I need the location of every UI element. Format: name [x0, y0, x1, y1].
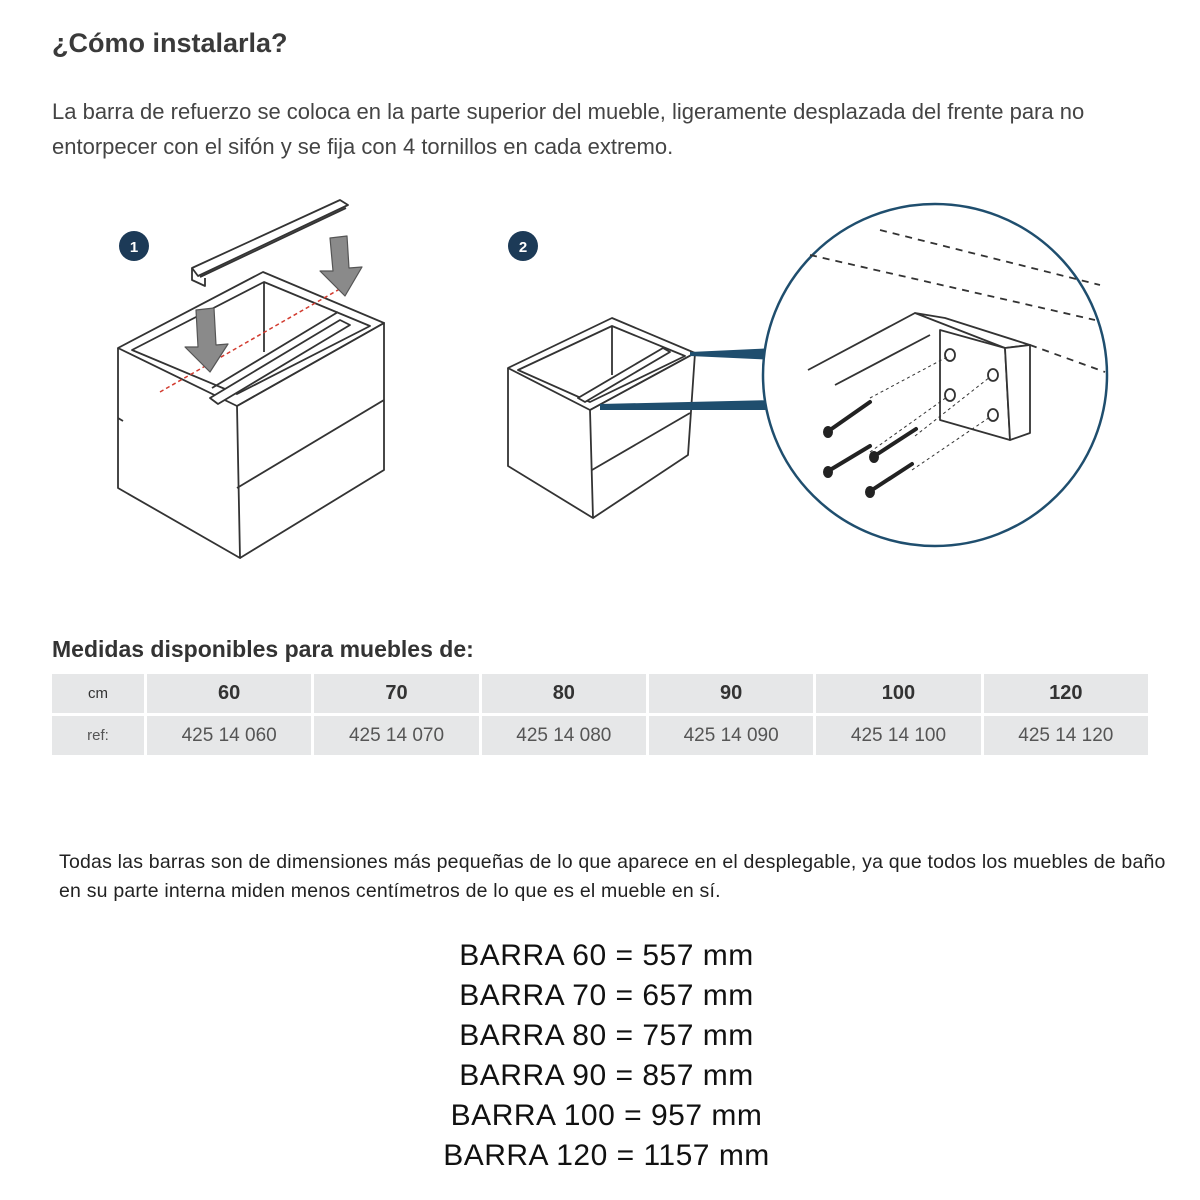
sizes-subtitle: Medidas disponibles para muebles de: — [52, 636, 474, 662]
cabinet-step2 — [508, 318, 695, 518]
table-row-ref — [52, 716, 1148, 755]
table-cell-cm: 100 — [816, 674, 980, 713]
table-cell-ref: 425 14 060 — [147, 716, 311, 755]
bar-length-item: BARRA 100 = 957 mm — [450, 1099, 763, 1132]
row-label-ref: ref: — [52, 716, 144, 755]
bar-length-item: BARRA 60 = 557 mm — [459, 939, 754, 972]
table-cell-cm: 60 — [147, 674, 311, 713]
table-cell-ref: 425 14 080 — [482, 716, 646, 755]
bar-length-item: BARRA 90 = 857 mm — [459, 1059, 754, 1092]
step-2-badge — [508, 231, 538, 261]
bar-length-item: BARRA 70 = 657 mm — [459, 979, 754, 1012]
sizes-table — [49, 671, 1151, 758]
bar-length-item: BARRA 120 = 1157 mm — [443, 1139, 770, 1172]
bar-length-item: BARRA 80 = 757 mm — [459, 1019, 754, 1052]
intro-text: La barra de refuerzo se coloca en la parte superior del mueble, ligeramente desplazada del frente para no entorpecer con el sifón y se fija con 4 tornillos en cada extremo. — [52, 99, 1085, 159]
page-title: ¿Cómo instalarla? — [52, 28, 288, 58]
bar-lengths-list — [0, 936, 1200, 1176]
table-row-cm — [52, 674, 1148, 713]
table-cell-cm: 70 — [314, 674, 478, 713]
dimensions-note: Todas las barras son de dimensiones más pequeñas de lo que aparece en el desplegable, ya que todos los muebles de baño en su parte interna miden menos centímetros de lo que es el mueble en sí. — [59, 851, 1166, 902]
svg-text:1: 1 — [129, 239, 139, 256]
row-label-cm: cm — [52, 674, 144, 713]
table-cell-cm: 90 — [649, 674, 813, 713]
table-cell-ref: 425 14 100 — [816, 716, 980, 755]
table-cell-cm: 120 — [984, 674, 1148, 713]
installation-diagram — [0, 180, 1200, 580]
table-cell-ref: 425 14 070 — [314, 716, 478, 755]
svg-text:2: 2 — [518, 239, 528, 256]
cabinet-step1 — [118, 272, 384, 558]
table-cell-ref: 425 14 090 — [649, 716, 813, 755]
table-cell-ref: 425 14 120 — [984, 716, 1148, 755]
table-cell-cm: 80 — [482, 674, 646, 713]
step-1-badge — [119, 231, 149, 261]
detail-zoom — [763, 204, 1107, 546]
down-arrow-right-icon — [320, 236, 362, 296]
